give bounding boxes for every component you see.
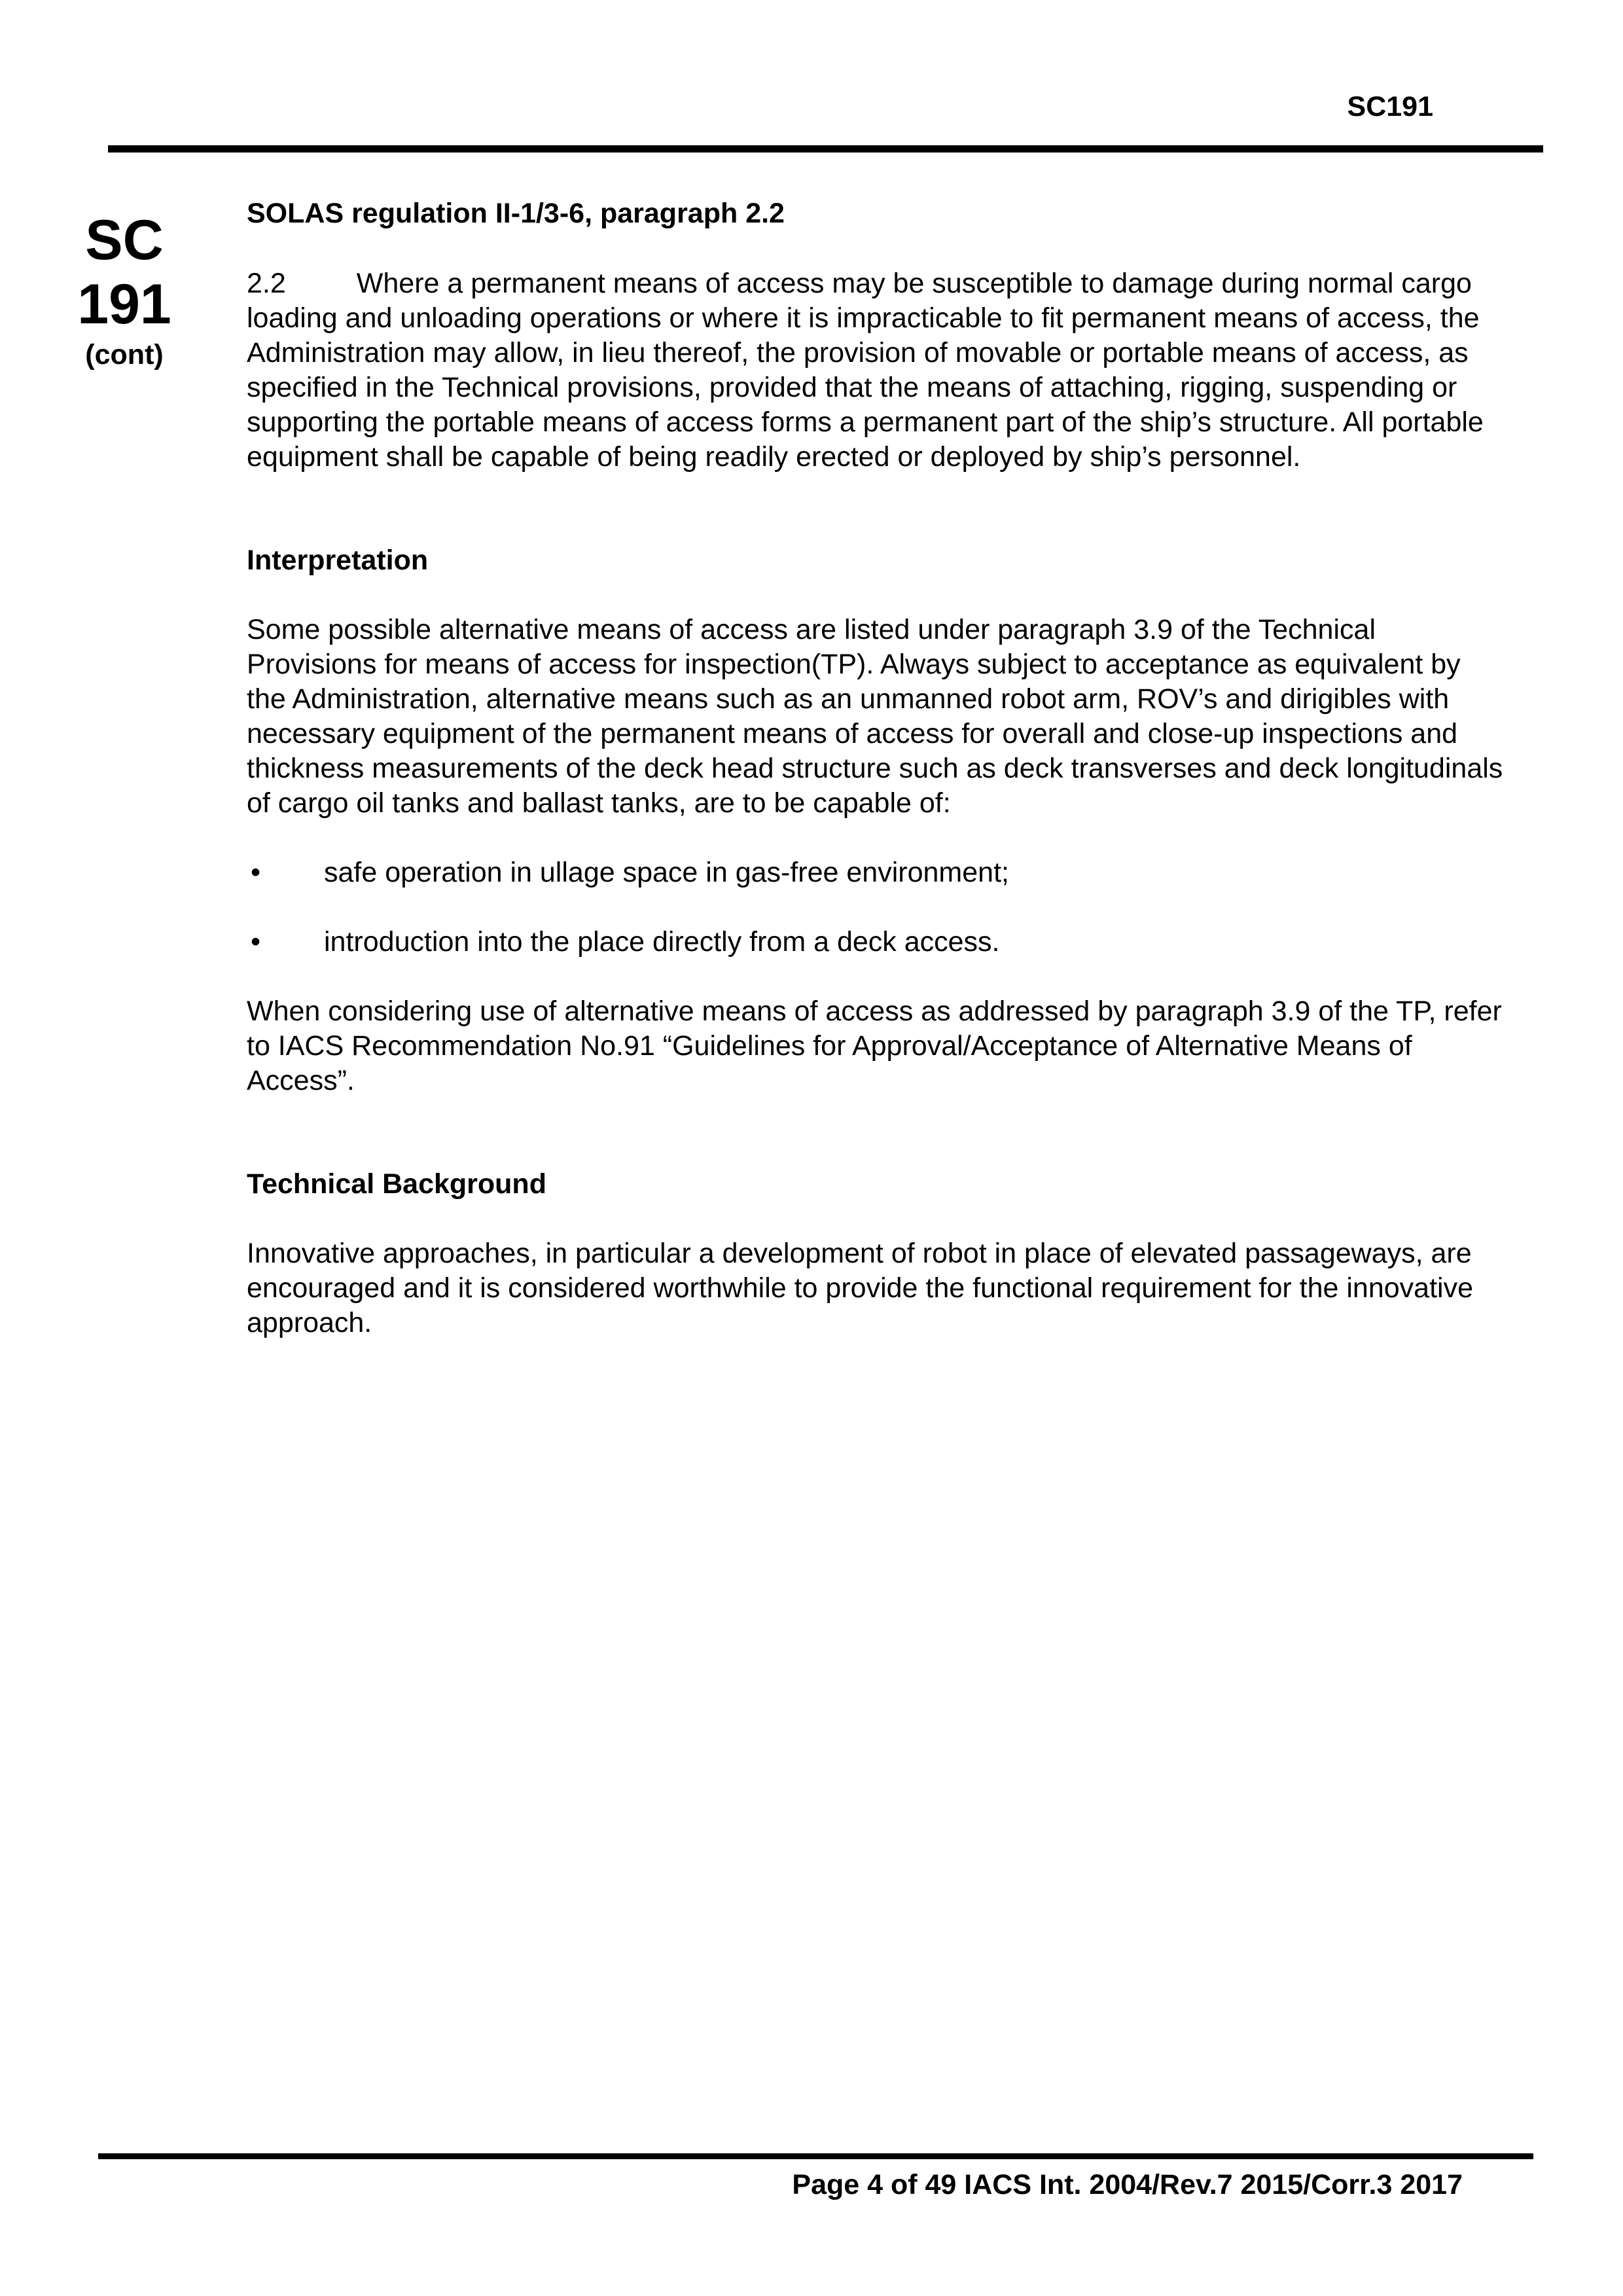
bullet-icon: • — [251, 857, 261, 888]
list-item-text: safe operation in ullage space in gas-free environment; — [324, 857, 1009, 888]
interpretation-paragraph: Some possible alternative means of access are listed under paragraph 3.9 of the Technical Provisions for means of access for inspection(TP). Always subject to acceptance as equivalent by the Administration, alternative means such as an unmanned robot arm, ROV’s and dirigibles with necessary equipment of the permanent means of access for overall and close-up inspections and thickness measurements of the deck head structure such as deck transverses and deck longitudinals of cargo oil tanks and ballast tanks, are to be capable of: — [247, 614, 1503, 819]
footer-page-info: Page 4 of 49 IACS Int. 2004/Rev.7 2015/Corr.3 2017 — [792, 2169, 1463, 2200]
capability-list — [247, 855, 1507, 960]
list-item — [247, 855, 1507, 890]
side-label-number: 191 — [77, 273, 171, 336]
heading-technical-background: Technical Background — [247, 1168, 546, 1200]
list-item — [247, 925, 1507, 960]
bullet-icon: • — [251, 926, 261, 958]
paragraph-2-2 — [247, 266, 1507, 475]
main-content — [247, 196, 1507, 1340]
technical-background-paragraph: Innovative approaches, in particular a development of robot in place of elevated passageways, are encouraged and it is considered worthwhile to provide the functional requirement for the innovative approach. — [247, 1238, 1474, 1338]
when-considering-paragraph: When considering use of alternative means of access as addressed by paragraph 3.9 of the TP, refer to IACS Recommendation No.91 “Guidelines for Approval/Acceptance of Alternative Means of Access”. — [247, 996, 1502, 1096]
heading-interpretation: Interpretation — [247, 545, 429, 576]
footer-rule — [98, 2153, 1533, 2159]
side-label-cont: (cont) — [85, 339, 164, 370]
heading-solas-regulation: SOLAS regulation II-1/3-6, paragraph 2.2 — [247, 198, 785, 229]
paragraph-2-2-number: 2.2 — [247, 268, 286, 299]
header-document-code: SC191 — [1347, 91, 1433, 122]
side-section-label — [65, 208, 183, 372]
list-item-text: introduction into the place directly from a deck access. — [324, 926, 1000, 958]
paragraph-2-2-text: Where a permanent means of access may be susceptible to damage during normal cargo loading and unloading operations or where it is impracticable to fit permanent means of access, the Administration may allow, in lieu thereof, the provision of movable or portable means of access, as specified in the Technical provisions, provided that the means of attaching, rigging, suspending or supporting the portable means of access forms a permanent part of the ship’s structure. All portable equipment shall be capable of being readily erected or deployed by ship’s personnel. — [247, 268, 1484, 473]
header-rule — [108, 145, 1543, 152]
side-label-sc: SC — [85, 209, 164, 272]
